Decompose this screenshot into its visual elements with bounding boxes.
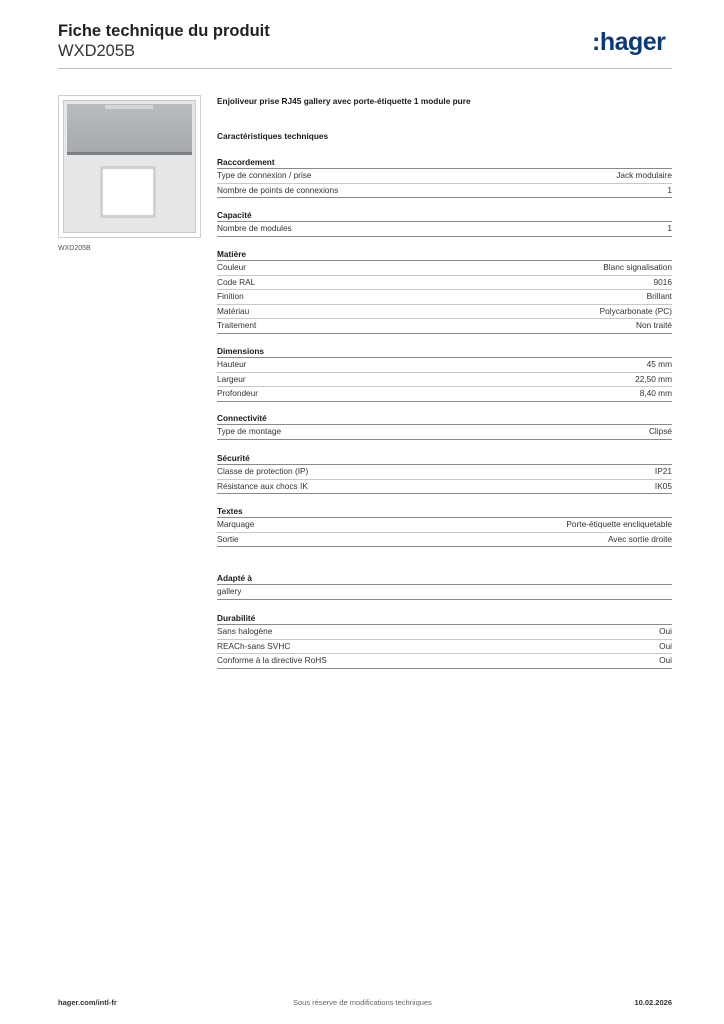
footer-date: 10.02.2026 — [634, 998, 672, 1007]
spec-row — [217, 425, 672, 440]
spec-row — [217, 305, 672, 320]
spec-label: Hauteur — [217, 359, 247, 369]
spec-row — [217, 654, 672, 669]
spec-label: Sortie — [217, 533, 239, 544]
hager-logo: :hager — [592, 28, 666, 56]
spec-row — [217, 358, 672, 373]
spec-value: Brillant — [646, 291, 672, 301]
spec-value: Blanc signalisation — [603, 262, 672, 272]
spec-row — [217, 465, 672, 480]
section-title: Capacité — [217, 209, 672, 222]
spec-row — [217, 640, 672, 655]
spec-label: Largeur — [217, 373, 246, 384]
spec-row — [217, 222, 672, 237]
page-title: Fiche technique du produit — [58, 22, 270, 40]
spec-value: IK05 — [654, 480, 672, 491]
spec-value: Oui — [659, 640, 672, 651]
header-divider — [58, 68, 672, 69]
spec-section — [217, 452, 672, 494]
spec-value: 8,40 mm — [639, 388, 672, 398]
spec-label: Type de montage — [217, 426, 282, 436]
section-title: Dimensions — [217, 345, 672, 358]
spec-row — [217, 625, 672, 640]
section-title: Connectivité — [217, 412, 672, 425]
tech-heading: Caractéristiques techniques — [217, 131, 329, 141]
spec-value: 45 mm — [646, 359, 672, 369]
spec-row — [217, 480, 672, 495]
footer-website: hager.com/intl-fr — [58, 998, 117, 1007]
spec-label: Classe de protection (IP) — [217, 466, 309, 476]
spec-row — [217, 290, 672, 305]
spec-row — [217, 184, 672, 199]
spec-value: 9016 — [653, 276, 672, 287]
spec-value: Polycarbonate (PC) — [599, 305, 672, 316]
spec-label: Code RAL — [217, 276, 256, 287]
spec-label: Matériau — [217, 305, 250, 316]
spec-value: IP21 — [654, 466, 672, 476]
document-header — [58, 21, 270, 61]
product-plate — [63, 100, 196, 233]
footer-disclaimer: Sous réserve de modifications techniques — [293, 998, 432, 1007]
section-title: Textes — [217, 505, 672, 518]
spec-row — [217, 585, 672, 600]
spec-value: Non traité — [636, 320, 672, 330]
product-image — [58, 95, 201, 238]
spec-value: 1 — [667, 223, 672, 233]
spec-value: Porte-étiquette encliquetable — [566, 519, 672, 529]
section-title: Raccordement — [217, 156, 672, 169]
spec-label: Marquage — [217, 519, 255, 529]
section-title: Matière — [217, 248, 672, 261]
plate-tab — [105, 105, 153, 109]
spec-section — [217, 345, 672, 402]
spec-section — [217, 505, 672, 547]
spec-section — [217, 572, 672, 600]
image-caption: WXD205B — [58, 245, 91, 252]
plate-window — [100, 166, 156, 218]
spec-label: Sans halogène — [217, 626, 273, 636]
spec-section — [217, 156, 672, 198]
spec-row — [217, 533, 672, 548]
spec-value: 1 — [667, 184, 672, 195]
spec-row — [217, 319, 672, 334]
spec-section — [217, 412, 672, 440]
spec-label: Nombre de modules — [217, 223, 292, 233]
spec-label: Résistance aux chocs IK — [217, 480, 308, 491]
spec-label: gallery — [217, 586, 242, 596]
spec-value: Oui — [659, 626, 672, 636]
spec-row — [217, 387, 672, 402]
product-description: Enjoliveur prise RJ45 gallery avec porte-étiquette 1 module pure — [217, 96, 471, 106]
spec-row — [217, 518, 672, 533]
spec-value: Avec sortie droite — [608, 533, 672, 544]
spec-label: Couleur — [217, 262, 247, 272]
section-title: Sécurité — [217, 452, 672, 465]
spec-section — [217, 248, 672, 334]
spec-row — [217, 373, 672, 388]
spec-label: Profondeur — [217, 388, 259, 398]
spec-label: Traitement — [217, 320, 257, 330]
spec-label: Finition — [217, 291, 244, 301]
spec-row — [217, 169, 672, 184]
spec-label: Type de connexion / prise — [217, 170, 312, 180]
spec-label: Conforme à la directive RoHS — [217, 655, 327, 665]
spec-value: Jack modulaire — [616, 170, 672, 180]
section-title: Adapté à — [217, 572, 672, 585]
spec-row — [217, 276, 672, 291]
product-reference: WXD205B — [58, 42, 136, 60]
spec-value: Clipsé — [648, 426, 672, 436]
plate-flap — [67, 104, 192, 155]
section-title: Durabilité — [217, 612, 672, 625]
spec-label: REACh-sans SVHC — [217, 640, 291, 651]
spec-label: Nombre de points de connexions — [217, 184, 339, 195]
spec-row — [217, 261, 672, 276]
spec-value: 22,50 mm — [635, 373, 672, 384]
spec-section — [217, 612, 672, 669]
spec-section — [217, 209, 672, 237]
spec-value: Oui — [659, 655, 672, 665]
